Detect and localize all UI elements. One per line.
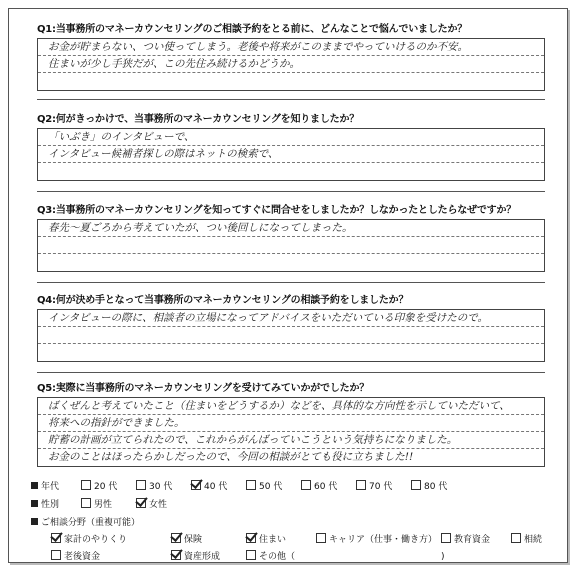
- checked-checkbox-icon[interactable]: [171, 533, 181, 543]
- answer-line: 貯蓄の計画が立てられたので、これからがんばっていこうという気持ちになりました。: [38, 432, 544, 449]
- checkbox-icon[interactable]: [441, 533, 451, 543]
- answer-line: 住まいが少し手狭だが、この先住み続けるかどうか。: [38, 56, 544, 73]
- answer-area: [37, 309, 545, 362]
- answer-line: お金が貯まらない、つい使ってしまう。老後や将来がこのままでやっていけるのか不安。: [38, 39, 544, 56]
- age-option-50[interactable]: [246, 480, 282, 495]
- answer-line: 春先～夏ごろから考えていたが、つい後回しになってしまった。: [38, 220, 544, 237]
- age-option-label: 70 代: [369, 482, 393, 492]
- square-bullet-icon: [31, 482, 38, 489]
- age-option-label: 20 代: [94, 482, 118, 492]
- field-option-label: 住まい: [259, 535, 287, 545]
- checkbox-icon[interactable]: [81, 480, 91, 490]
- answer-line: インタビュー候補者探しの際はネットの検索で、: [38, 146, 544, 163]
- age-label: 年代: [41, 482, 60, 492]
- answer-area: [37, 128, 545, 181]
- field-option-asset[interactable]: [171, 550, 220, 563]
- field-option-insurance[interactable]: [171, 533, 202, 548]
- field-option-label: 老後資金: [64, 552, 101, 562]
- questionnaire-sheet: [8, 8, 568, 563]
- checkbox-icon[interactable]: [51, 550, 61, 560]
- field-option-label: 相続: [524, 535, 543, 545]
- field-option-other[interactable]: [246, 550, 295, 563]
- question-4: [37, 294, 545, 373]
- answer-line: [38, 327, 544, 344]
- checkbox-icon[interactable]: [316, 533, 326, 543]
- age-label-wrap: [31, 480, 59, 495]
- field-option-label: その他（: [259, 552, 296, 562]
- gender-option-female[interactable]: [136, 498, 167, 513]
- gender-label: 性別: [41, 500, 60, 510]
- gender-row: [31, 498, 551, 513]
- answer-area: [37, 219, 545, 272]
- checked-checkbox-icon[interactable]: [246, 533, 256, 543]
- age-option-label: 50 代: [259, 482, 283, 492]
- field-option-label: 家計のやりくり: [64, 535, 128, 545]
- question-title: Q5:実際に当事務所のマネーカウンセリングを受けてみていかがでしたか？: [37, 383, 370, 394]
- checked-checkbox-icon[interactable]: [171, 550, 181, 560]
- respondent-profile: [31, 480, 551, 563]
- answer-line: [38, 254, 544, 271]
- question-5: [37, 382, 545, 467]
- answer-line: ばくぜんと考えていたこと（住まいをどうするか）などを、具体的な方向性を示していただいて、: [38, 398, 544, 415]
- answer-line: 「いぶき」のインタビューで、: [38, 129, 544, 146]
- checked-checkbox-icon[interactable]: [191, 480, 201, 490]
- checked-checkbox-icon[interactable]: [51, 533, 61, 543]
- question-2: [37, 113, 545, 192]
- checkbox-icon[interactable]: [301, 480, 311, 490]
- square-bullet-icon: [31, 518, 38, 525]
- gender-option-label: 女性: [149, 500, 168, 510]
- question-title: Q4:何が決め手となって当事務所のマネーカウンセリングの相談予約をしましたか？: [37, 295, 409, 306]
- age-option-label: 40 代: [204, 482, 228, 492]
- field-option-career[interactable]: [316, 533, 437, 548]
- age-option-70[interactable]: [356, 480, 392, 495]
- fields-row-1: [31, 533, 551, 548]
- age-option-40[interactable]: [191, 480, 227, 495]
- field-option-retirement[interactable]: [51, 550, 100, 563]
- question-3: [37, 204, 545, 283]
- gender-option-label: 男性: [94, 500, 113, 510]
- checkbox-icon[interactable]: [136, 480, 146, 490]
- field-option-label: キャリア（仕事・働き方）: [329, 535, 438, 545]
- divider: [37, 99, 545, 100]
- field-option-label: 教育資金: [454, 535, 491, 545]
- field-option-label: 保険: [184, 535, 203, 545]
- age-row: [31, 480, 551, 495]
- field-option-label: 資産形成: [184, 552, 221, 562]
- answer-area: [37, 38, 545, 91]
- answer-line: [38, 344, 544, 361]
- age-option-label: 30 代: [149, 482, 173, 492]
- question-title: Q3:当事務所のマネーカウンセリングを知ってすぐに問合せをしましたか？しなかったとしたらなぜですか？: [37, 205, 517, 216]
- divider: [37, 282, 545, 283]
- checkbox-icon[interactable]: [81, 498, 91, 508]
- question-title: Q1:当事務所のマネーカウンセリングのご相談予約をとる前に、どんなことで悩んでいましたか？: [37, 24, 468, 35]
- divider: [37, 191, 545, 192]
- field-option-housing[interactable]: [246, 533, 286, 548]
- answer-line: 将来への指針ができました。: [38, 415, 544, 432]
- answer-line: [38, 237, 544, 254]
- fields-row-2: [31, 550, 551, 563]
- checked-checkbox-icon[interactable]: [136, 498, 146, 508]
- checkbox-icon[interactable]: [356, 480, 366, 490]
- answer-line: お金のことはほったらかしだったので、今回の相談がとても役に立ちました!!: [48, 451, 414, 463]
- divider: [37, 372, 545, 373]
- square-bullet-icon: [31, 500, 38, 507]
- question-title: Q2:何がきっかけで、当事務所のマネーカウンセリングを知りましたか？: [37, 114, 360, 125]
- gender-label-wrap: [31, 498, 59, 513]
- answer-area: [37, 397, 545, 467]
- fields-label: ご相談分野（重複可能）: [41, 518, 141, 528]
- question-1: [37, 23, 545, 100]
- age-option-60[interactable]: [301, 480, 337, 495]
- age-option-80[interactable]: [411, 480, 447, 495]
- field-option-inheritance[interactable]: [511, 533, 542, 548]
- checkbox-icon[interactable]: [246, 550, 256, 560]
- answer-line: [38, 163, 544, 180]
- age-option-label: 60 代: [314, 482, 338, 492]
- checkbox-icon[interactable]: [511, 533, 521, 543]
- checkbox-icon[interactable]: [246, 480, 256, 490]
- gender-option-male[interactable]: [81, 498, 112, 513]
- answer-line: [38, 73, 544, 90]
- field-option-household[interactable]: [51, 533, 127, 548]
- age-option-label: 80 代: [424, 482, 448, 492]
- checkbox-icon[interactable]: [411, 480, 421, 490]
- other-close-paren: ): [441, 552, 445, 562]
- fields-label-row: [31, 516, 551, 531]
- age-option-30[interactable]: [136, 480, 172, 495]
- age-option-20[interactable]: [81, 480, 117, 495]
- fields-label-wrap: [31, 516, 140, 531]
- answer-line: インタビューの際に、相談者の立場になってアドバイスをいただいている印象を受けたので。: [38, 310, 544, 327]
- field-option-education[interactable]: [441, 533, 490, 548]
